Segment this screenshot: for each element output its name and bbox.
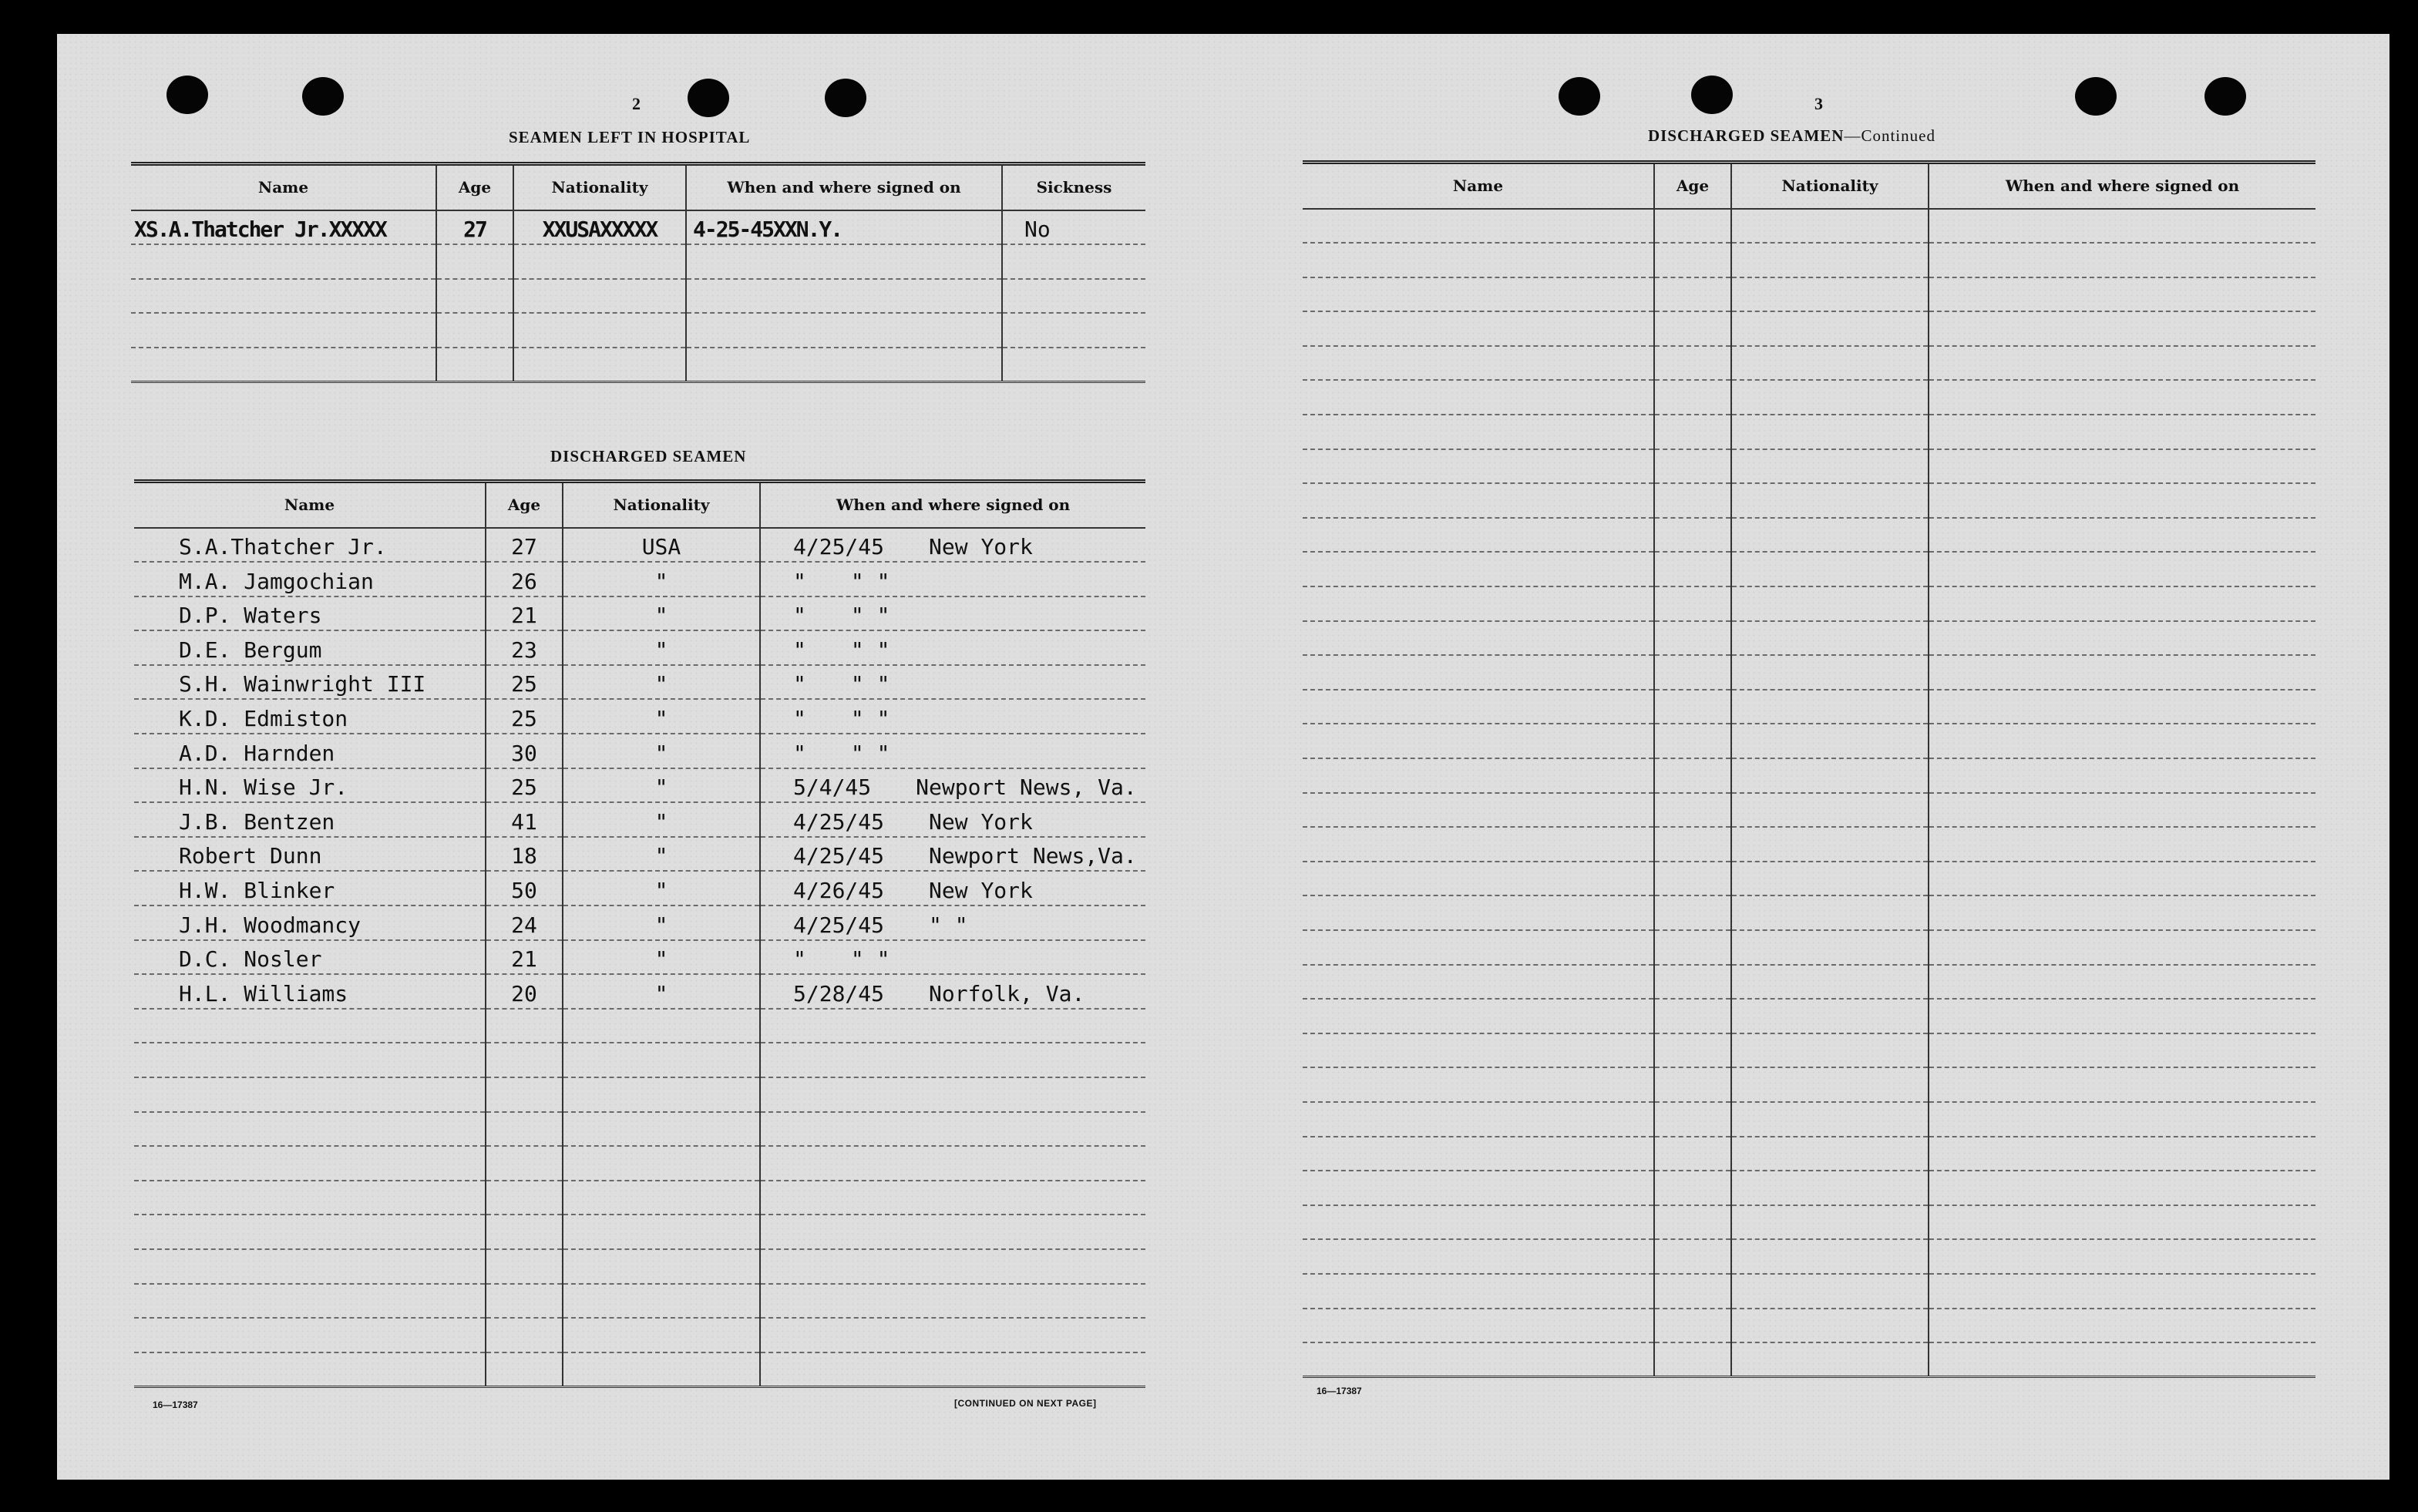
table-row [134, 768, 1145, 803]
seaman-signed-date: 5/4/45 [793, 774, 872, 801]
blank-row [1303, 415, 2315, 449]
blank-row [1303, 209, 2315, 244]
blank-row [1303, 999, 2315, 1033]
seaman-name: J.H. Woodmancy [134, 906, 486, 940]
blank-row [1303, 586, 2315, 621]
col-signed-on: When and where signed on [686, 164, 1002, 210]
blank-row [134, 1112, 1145, 1147]
hospital-age-cell: 27 [436, 210, 513, 245]
table-row [134, 906, 1145, 940]
col-nationality: Nationality [1731, 163, 1929, 209]
blank-row [1303, 930, 2315, 965]
hospital-table [131, 162, 1145, 383]
seaman-signed-on [760, 699, 1145, 734]
seaman-age: 25 [486, 699, 563, 734]
blank-row [1303, 793, 2315, 828]
col-name: Name [134, 482, 486, 528]
punch-hole [688, 79, 729, 117]
seaman-nationality: " [563, 596, 760, 631]
blank-row [1303, 1309, 2315, 1343]
seaman-nationality: " [563, 562, 760, 596]
blank-row [1303, 621, 2315, 656]
table-row [134, 734, 1145, 768]
seaman-nationality: " [563, 802, 760, 837]
continued-note: [CONTINUED ON NEXT PAGE] [954, 1398, 1097, 1409]
seaman-name: D.C. Nosler [134, 940, 486, 975]
punch-hole [1691, 76, 1733, 114]
seaman-name: H.W. Blinker [134, 871, 486, 906]
seaman-signed-on [760, 871, 1145, 906]
blank-row [1303, 862, 2315, 896]
seaman-signed-place: Newport News, Va. [916, 774, 1137, 801]
seaman-age: 24 [486, 906, 563, 940]
blank-row [1303, 1137, 2315, 1171]
col-name: Name [131, 164, 436, 210]
seaman-signed-place: New York [929, 878, 1033, 904]
seaman-signed-date: 4/25/45 [793, 843, 885, 869]
seaman-signed-place: " " [850, 671, 890, 697]
seaman-nationality: " [563, 871, 760, 906]
hospital-nationality-cell: XXUSAXXXXX [513, 210, 686, 245]
seaman-signed-date: " [793, 740, 806, 766]
seaman-signed-date: 4/25/45 [793, 534, 885, 560]
hospital-name-cell: XS.A.Thatcher Jr.XXXXX [131, 210, 436, 245]
seaman-signed-date: " [793, 671, 806, 697]
seaman-name: S.H. Wainwright III [134, 665, 486, 700]
seaman-signed-on [760, 837, 1145, 872]
seaman-age: 25 [486, 665, 563, 700]
table-row [131, 348, 1145, 382]
blank-row [1303, 827, 2315, 862]
table-row [134, 630, 1145, 665]
seaman-signed-on [760, 734, 1145, 768]
seaman-signed-date: " [793, 568, 806, 594]
seaman-signed-date: " [793, 603, 806, 629]
seaman-signed-date: 5/28/45 [793, 980, 885, 1006]
punch-hole [825, 79, 866, 117]
blank-row [1303, 346, 2315, 381]
seaman-name: K.D. Edmiston [134, 699, 486, 734]
form-number-left: 16—17387 [153, 1399, 198, 1410]
blank-row [1303, 449, 2315, 484]
table-row [134, 974, 1145, 1009]
table-row [134, 562, 1145, 596]
seaman-name: J.B. Bentzen [134, 802, 486, 837]
discharged-continued-title [1648, 126, 1935, 146]
seaman-signed-on [760, 630, 1145, 665]
table-row [131, 313, 1145, 348]
seaman-signed-place: Newport News,Va. [929, 843, 1137, 869]
seaman-signed-on [760, 906, 1145, 940]
punch-hole [2204, 77, 2246, 116]
punch-hole [302, 77, 344, 116]
seaman-signed-place: " " [850, 740, 890, 766]
discharged-header-row [134, 482, 1145, 528]
form-number-right: 16—17387 [1317, 1386, 1362, 1396]
seaman-nationality: " [563, 665, 760, 700]
discharged-continued-main: DISCHARGED SEAMEN [1648, 126, 1845, 145]
blank-row [134, 1318, 1145, 1352]
seaman-nationality: " [563, 974, 760, 1009]
page-number-left: 2 [632, 94, 641, 113]
punch-hole [1559, 77, 1600, 116]
seaman-nationality: " [563, 768, 760, 803]
blank-row [1303, 311, 2315, 346]
blank-row [1303, 1102, 2315, 1137]
seaman-signed-on [760, 802, 1145, 837]
seaman-signed-place: " " [850, 603, 890, 629]
seaman-age: 20 [486, 974, 563, 1009]
blank-row [134, 1077, 1145, 1112]
seaman-nationality: USA [563, 528, 760, 563]
seaman-age: 50 [486, 871, 563, 906]
seaman-age: 21 [486, 940, 563, 975]
blank-row [1303, 758, 2315, 793]
seaman-signed-date: 4/25/45 [793, 912, 885, 938]
blank-row [1303, 1033, 2315, 1068]
seaman-nationality: " [563, 699, 760, 734]
seaman-signed-on [760, 665, 1145, 700]
col-signed-on: When and where signed on [1929, 163, 2315, 209]
seaman-signed-place: New York [929, 534, 1033, 560]
seaman-age: 21 [486, 596, 563, 631]
discharged-continued-table [1303, 160, 2315, 1378]
seaman-age: 41 [486, 802, 563, 837]
hospital-sickness-cell: No [1002, 210, 1145, 245]
seaman-nationality: " [563, 734, 760, 768]
seaman-signed-date: 4/26/45 [793, 878, 885, 904]
seaman-signed-on [760, 596, 1145, 631]
seaman-age: 23 [486, 630, 563, 665]
col-age: Age [486, 482, 563, 528]
blank-row [1303, 518, 2315, 553]
col-name: Name [1303, 163, 1654, 209]
blank-row [1303, 1171, 2315, 1205]
blank-row [134, 1009, 1145, 1043]
seaman-age: 27 [486, 528, 563, 563]
seaman-signed-on [760, 562, 1145, 596]
col-age: Age [1654, 163, 1731, 209]
seaman-name: D.E. Bergum [134, 630, 486, 665]
blank-row [1303, 1205, 2315, 1240]
discharged-continued-suffix: —Continued [1844, 126, 1935, 145]
seaman-signed-date: 4/25/45 [793, 808, 885, 835]
seaman-nationality: " [563, 940, 760, 975]
seaman-age: 30 [486, 734, 563, 768]
blank-row [1303, 1239, 2315, 1274]
seaman-name: D.P. Waters [134, 596, 486, 631]
table-row [134, 871, 1145, 906]
blank-row [1303, 483, 2315, 518]
blank-row [1303, 965, 2315, 1000]
seaman-signed-place: " " [929, 912, 968, 938]
discharged-continued-header-row [1303, 163, 2315, 209]
blank-row [134, 1043, 1145, 1077]
col-nationality: Nationality [563, 482, 760, 528]
blank-row [1303, 552, 2315, 586]
seaman-age: 26 [486, 562, 563, 596]
col-signed-on: When and where signed on [760, 482, 1145, 528]
blank-row [134, 1284, 1145, 1319]
punch-hole [166, 76, 208, 114]
hospital-header-row [131, 164, 1145, 210]
seaman-signed-date: " [793, 946, 806, 973]
seaman-signed-place: New York [929, 808, 1033, 835]
seaman-name: S.A.Thatcher Jr. [134, 528, 486, 563]
discharged-title: DISCHARGED SEAMEN [550, 447, 747, 465]
table-row [134, 802, 1145, 837]
blank-row [1303, 277, 2315, 312]
seaman-signed-place: " " [850, 568, 890, 594]
seaman-signed-on [760, 940, 1145, 975]
table-row [134, 596, 1145, 631]
seaman-signed-on [760, 974, 1145, 1009]
blank-row [134, 1146, 1145, 1181]
col-sickness: Sickness [1002, 164, 1145, 210]
table-row [134, 940, 1145, 975]
blank-row [1303, 1067, 2315, 1102]
table-row [134, 837, 1145, 872]
seaman-signed-place: Norfolk, Va. [929, 980, 1085, 1006]
seaman-signed-place: " " [850, 637, 890, 663]
page-number-right: 3 [1814, 94, 1823, 113]
table-row [134, 665, 1145, 700]
discharged-table [134, 479, 1145, 1388]
col-nationality: Nationality [513, 164, 686, 210]
blank-row [1303, 724, 2315, 758]
document-sheet [57, 34, 2389, 1480]
seaman-name: H.N. Wise Jr. [134, 768, 486, 803]
blank-row [134, 1181, 1145, 1215]
blank-row [1303, 1274, 2315, 1309]
blank-row [134, 1249, 1145, 1284]
seaman-age: 18 [486, 837, 563, 872]
col-age: Age [436, 164, 513, 210]
table-row [131, 210, 1145, 245]
table-row [131, 244, 1145, 279]
seaman-signed-place: " " [850, 946, 890, 973]
blank-row [1303, 1342, 2315, 1377]
table-row [131, 279, 1145, 314]
blank-row [1303, 380, 2315, 415]
seaman-signed-date: " [793, 637, 806, 663]
table-row [134, 528, 1145, 563]
blank-row [1303, 243, 2315, 277]
seaman-signed-on [760, 768, 1145, 803]
seaman-nationality: " [563, 906, 760, 940]
blank-row [134, 1215, 1145, 1249]
hospital-title: SEAMEN LEFT IN HOSPITAL [509, 128, 751, 146]
table-row [134, 699, 1145, 734]
seaman-signed-place: " " [850, 706, 890, 732]
blank-row [134, 1352, 1145, 1387]
seaman-name: M.A. Jamgochian [134, 562, 486, 596]
seaman-name: Robert Dunn [134, 837, 486, 872]
seaman-signed-on [760, 528, 1145, 563]
seaman-nationality: " [563, 630, 760, 665]
seaman-name: H.L. Williams [134, 974, 486, 1009]
blank-row [1303, 895, 2315, 930]
hospital-signed-cell: 4-25-45XXN.Y. [686, 210, 1002, 245]
blank-row [1303, 690, 2315, 724]
seaman-nationality: " [563, 837, 760, 872]
seaman-age: 25 [486, 768, 563, 803]
blank-row [1303, 655, 2315, 690]
seaman-name: A.D. Harnden [134, 734, 486, 768]
punch-hole [2075, 77, 2117, 116]
seaman-signed-date: " [793, 706, 806, 732]
